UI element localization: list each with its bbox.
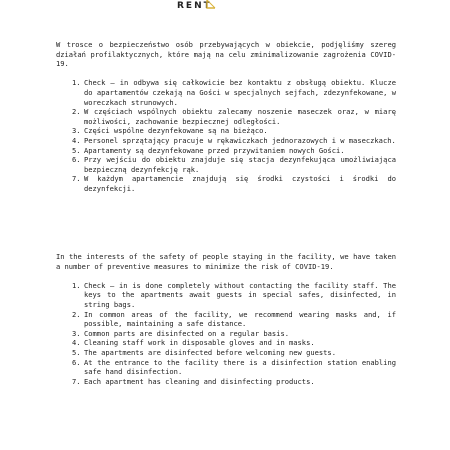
list-item: 5. Apartamenty są dezynfekowane przed przywitaniem nowych Gości. bbox=[72, 145, 345, 155]
polish-intro: W trosce o bezpieczeństwo osób przebywających w obiekcie, podjęliśmy szereg działań profilaktycznych, które mają na celu zminimalizowanie zagrożenia COVID-19. bbox=[56, 40, 396, 69]
list-item: 1. Check – in odbywa się całkowicie bez kontaktu z obsługą obiektu. Klucze do apartamentów czekają na Gości w specjalnych sejfach, zdezynfekowane, w woreczkach strunowych. bbox=[72, 78, 396, 107]
brand-logo bbox=[88, 0, 212, 14]
logo-accent-icon bbox=[206, 0, 216, 14]
english-list bbox=[56, 281, 396, 387]
polish-section bbox=[56, 40, 396, 194]
polish-list bbox=[56, 78, 396, 193]
list-item: 4. Personel sprzątający pracuje w rękawiczkach jednorazowych i w maseczkach. bbox=[72, 135, 396, 145]
english-section bbox=[56, 252, 396, 386]
list-item: 7. W każdym apartamencie znajdują się środki czystości i środki do dezynfekcji. bbox=[72, 174, 396, 193]
list-item: 2. W częściach wspólnych obiektu zalecamy noszenie maseczek oraz, w miarę możliwości, zachowanie bezpiecznej odległości. bbox=[72, 107, 396, 126]
list-item: 5. The apartments are disinfected before welcoming new guests. bbox=[72, 347, 336, 357]
list-item: 6. Przy wejściu do obiektu znajduje się stacja dezynfekująca umożliwiająca bezpieczną dezynfekcję rąk. bbox=[72, 155, 396, 174]
list-item: 2. In common areas of the facility, we recommend wearing masks and, if possible, maintaining a safe distance. bbox=[72, 309, 396, 329]
list-item: 3. Common parts are disinfected on a regular basis. bbox=[72, 328, 289, 338]
list-item: 6. At the entrance to the facility there is a disinfection station enabling safe hand disinfection. bbox=[72, 357, 396, 377]
logo-text: RENT bbox=[177, 1, 212, 11]
list-item: 4. Cleaning staff work in disposable gloves and in masks. bbox=[72, 338, 315, 348]
list-item: 7. Each apartment has cleaning and disinfecting products. bbox=[72, 376, 315, 386]
list-item: 1. Check – in is done completely without contacting the facility staff. The keys to the apartments await guests in special safes, disinfected, in string bags. bbox=[72, 280, 396, 309]
english-intro: In the interests of the safety of people staying in the facility, we have taken a number of preventive measures to minimize the risk of COVID-19. bbox=[56, 252, 396, 271]
list-item: 3. Części wspólne dezynfekowane są na bieżąco. bbox=[72, 126, 268, 136]
